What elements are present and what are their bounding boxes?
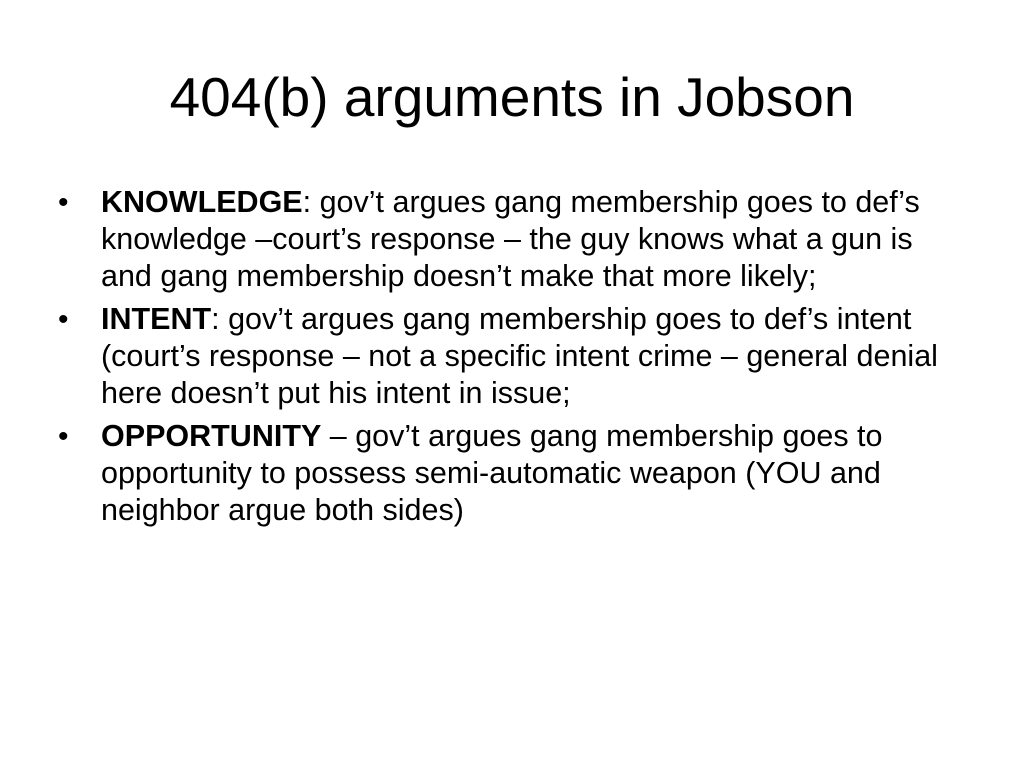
slide-title: 404(b) arguments in Jobson — [169, 66, 855, 128]
bullet-term: INTENT — [101, 302, 212, 336]
bullet-item-opportunity — [58, 418, 968, 529]
bullet-icon: • — [58, 303, 69, 336]
bullet-icon: • — [58, 186, 69, 219]
bullet-text: : gov’t argues gang membership goes to def’s intent (court’s response – not a specific intent crime – general denial here doesn’t put his intent in issue; — [101, 302, 938, 410]
bullet-text: – gov’t argues gang membership goes to opportunity to possess semi-automatic weapon (YOU and neighbor argue both sides) — [101, 419, 883, 527]
bullet-list — [58, 184, 968, 535]
bullet-term: OPPORTUNITY — [101, 419, 322, 453]
bullet-item-intent — [58, 301, 968, 412]
bullet-icon: • — [58, 420, 69, 453]
bullet-item-knowledge — [58, 184, 968, 295]
bullet-text: : gov’t argues gang membership goes to def’s knowledge –court’s response – the guy knows what a gun is and gang membership doesn’t make that more likely; — [101, 185, 920, 293]
bullet-term: KNOWLEDGE — [101, 185, 303, 219]
